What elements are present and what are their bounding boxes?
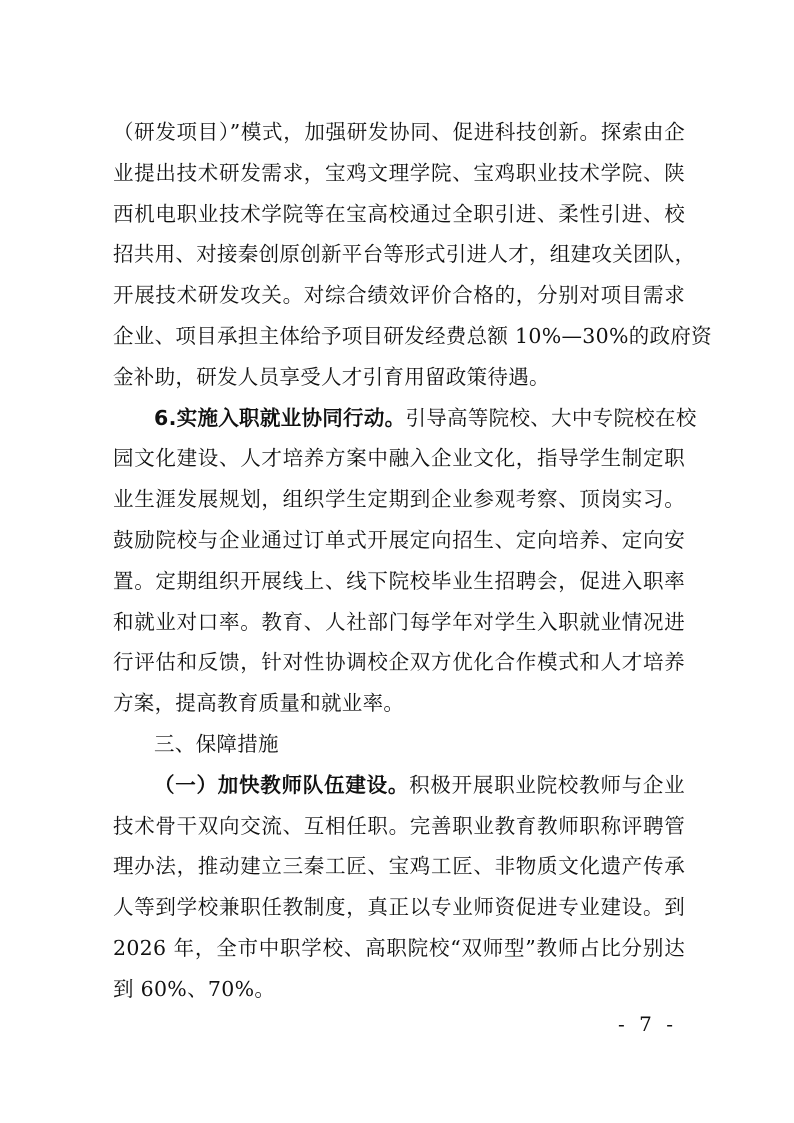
item-6-title: 6.实施入职就业协同行动。 <box>154 405 406 430</box>
text-line <box>113 398 697 439</box>
text-line: 园文化建设、人才培养方案中融入企业文化，指导学生制定职 <box>113 446 685 471</box>
text-line: 置。定期组织开展线上、线下院校毕业生招聘会，促进入职率 <box>113 568 685 593</box>
text-line: 方案，提高教育质量和就业率。 <box>113 691 405 716</box>
paragraph-continued <box>113 112 712 398</box>
paragraph-item-a <box>113 765 685 1010</box>
text-line: 金补助，研发人员享受人才引育用留政策待遇。 <box>113 364 550 389</box>
item-6-first-line: 引导高等院校、大中专院校在校 <box>405 405 697 430</box>
item-a-title: （一）加快教师队伍建设。 <box>154 772 410 797</box>
text-line: 和就业对口率。教育、人社部门每学年对学生入职就业情况进 <box>113 609 685 634</box>
text-line: 到 60%、70%。 <box>113 976 276 1001</box>
paragraph-item-6 <box>113 398 697 724</box>
text-line: 行评估和反馈，针对性协调校企双方优化合作模式和人才培养 <box>113 650 685 675</box>
text-line: 招共用、对接秦创原创新平台等形式引进人才，组建攻关团队， <box>113 242 696 267</box>
text-line: 西机电职业技术学院等在宝高校通过全职引进、柔性引进、校 <box>113 201 685 226</box>
item-a-first-line: 积极开展职业院校教师与企业 <box>409 772 685 797</box>
text-line: （研发项目）”模式，加强研发协同、促进科技创新。探索由企 <box>113 120 685 144</box>
page-number: - 7 - <box>618 1012 677 1036</box>
section-heading: 三、保障措施 <box>154 731 279 756</box>
text-line: 企业、项目承担主体给予项目研发经费总额 10%—30%的政府资 <box>113 323 712 348</box>
text-line: 人等到学校兼职任教制度，真正以专业师资促进专业建设。到 <box>113 895 685 920</box>
text-line: 技术骨干双向交流、互相任职。完善职业教育教师职称评聘管 <box>113 813 685 838</box>
text-line: 鼓励院校与企业通过订单式开展定向招生、定向培养、定向安 <box>113 527 685 552</box>
text-line: 开展技术研发攻关。对综合绩效评价合格的，分别对项目需求 <box>113 283 685 308</box>
document-body <box>113 112 712 1010</box>
text-line: 业提出技术研发需求，宝鸡文理学院、宝鸡职业技术学院、陕 <box>113 160 685 185</box>
text-line: 业生涯发展规划，组织学生定期到企业参观考察、顶岗实习。 <box>113 487 685 512</box>
text-line: 2026 年，全市中职学校、高职院校“双师型”教师占比分别达 <box>113 935 685 960</box>
text-line: 理办法，推动建立三秦工匠、宝鸡工匠、非物质文化遗产传承 <box>113 854 685 879</box>
text-line <box>113 765 685 806</box>
